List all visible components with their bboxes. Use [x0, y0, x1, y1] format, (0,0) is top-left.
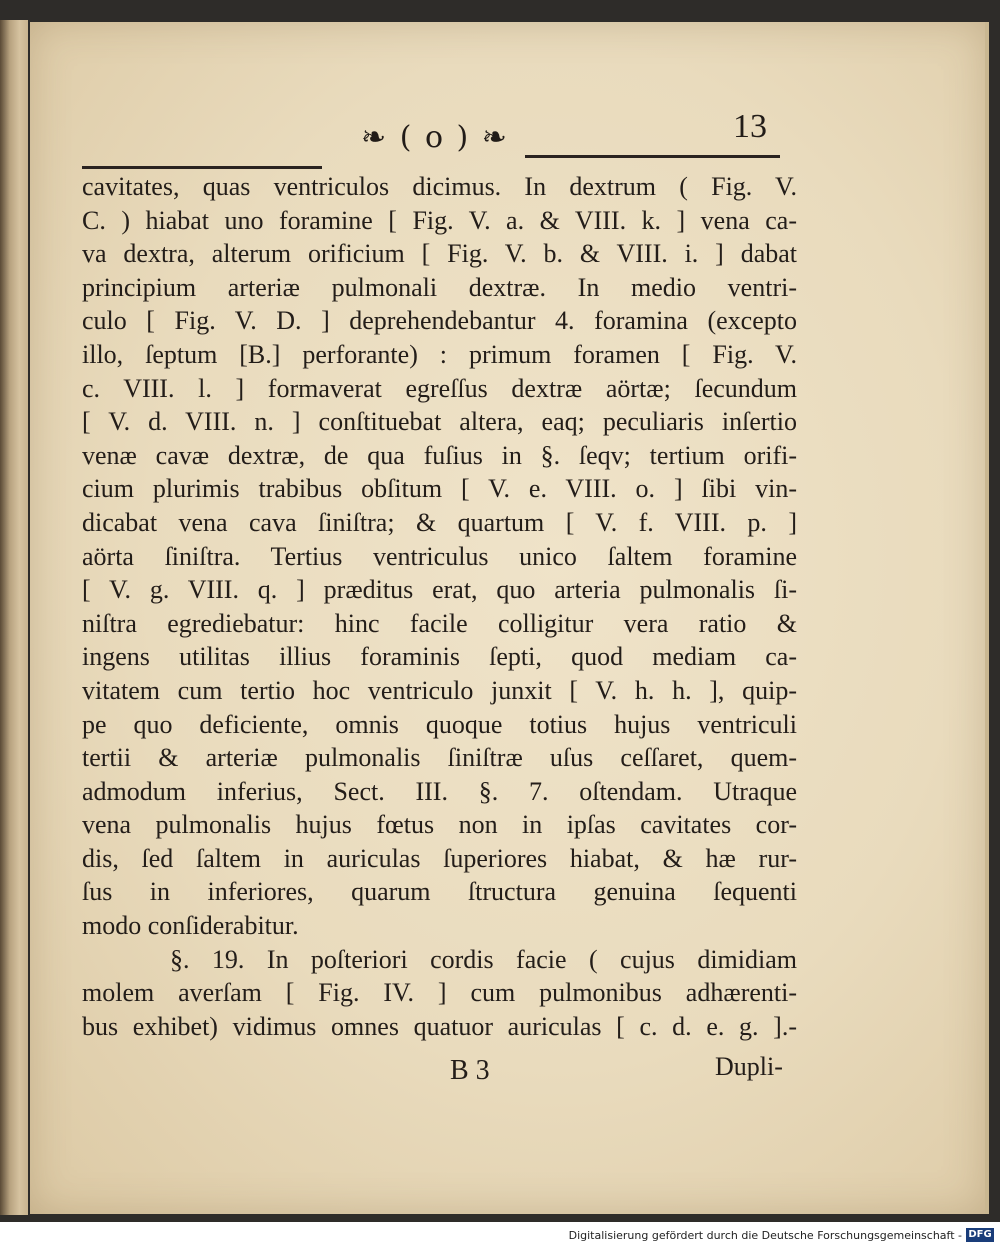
- dfg-logo-icon: DFG: [966, 1228, 994, 1242]
- scan-credit-text: Digitalisierung gefördert durch die Deutsche Forschungsgemeinschaft -: [568, 1229, 962, 1242]
- text-line: culo [ Fig. V. D. ] deprehendebantur 4. foramina (excepto: [82, 306, 797, 336]
- text-line: C. ) hiabat uno foramine [ Fig. V. a. & VIII. k. ] vena ca-: [82, 205, 797, 235]
- header-ornament: ❧ ( o ) ❧: [361, 120, 509, 155]
- text-line: admodum inferius, Sect. III. §. 7. oſtendam. Utraque: [82, 776, 797, 806]
- text-line: illo, ſeptum [B.] perforante) : primum foramen [ Fig. V.: [82, 339, 797, 369]
- text-line: ſus in inferiores, quarum ſtructura genuina ſequenti: [82, 877, 797, 907]
- text-line: vitatem cum tertio hoc ventriculo junxit [ V. h. h. ], quip-: [82, 675, 797, 705]
- text-line: va dextra, alterum orificium [ Fig. V. b. & VIII. i. ] dabat: [82, 239, 797, 269]
- text-line: aörta ſiniſtra. Tertius ventriculus unico ſaltem foramine: [82, 541, 797, 571]
- text-line: molem averſam [ Fig. IV. ] cum pulmonibus adhærenti-: [82, 978, 797, 1008]
- text-line: dicabat vena cava ſiniſtra; & quartum [ V. f. VIII. p. ]: [82, 507, 797, 537]
- page-number: 13: [733, 108, 767, 145]
- section-heading-line: §. 19. In poſteriori cordis facie ( cujus dimidiam: [170, 944, 797, 974]
- text-line-paragraph-end: modo conſiderabitur.: [82, 911, 299, 941]
- text-line: venæ cavæ dextræ, de qua fuſius in §. ſeqv; tertium orifi-: [82, 440, 797, 470]
- text-line: cium plurimis trabibus obſitum [ V. e. VIII. o. ] ſibi vin-: [82, 474, 797, 504]
- text-line: [ V. g. VIII. q. ] præditus erat, quo arteria pulmonalis ſi-: [82, 575, 797, 605]
- text-line: pe quo deficiente, omnis quoque totius hujus ventriculi: [82, 709, 797, 739]
- text-line: [ V. d. VIII. n. ] conſtituebat altera, eaq; peculiaris inſertio: [82, 407, 797, 437]
- catchword: Dupli-: [715, 1052, 783, 1081]
- text-line: ingens utilitas illius foraminis ſepti, quod mediam ca-: [82, 642, 797, 672]
- text-line: cavitates, quas ventriculos dicimus. In dextrum ( Fig. V.: [82, 172, 797, 201]
- signature-mark: B 3: [450, 1055, 490, 1086]
- previous-page-edge: [0, 20, 28, 1215]
- header-rule-left: [82, 166, 322, 169]
- text-line: vena pulmonalis hujus fœtus non in ipſas cavitates cor-: [82, 810, 797, 840]
- text-line: c. VIII. l. ] formaverat egreſſus dextræ aörtæ; ſecundum: [82, 373, 797, 403]
- text-line: principium arteriæ pulmonali dextræ. In medio ventri-: [82, 272, 797, 302]
- text-line: bus exhibet) vidimus omnes quatuor auriculas [ c. d. e. g. ].-: [82, 1011, 797, 1041]
- header-rule-right: [525, 155, 780, 158]
- text-line: niſtra egrediebatur: hinc facile colligitur vera ratio &: [82, 608, 797, 638]
- body-text: [82, 170, 797, 1043]
- text-line: dis, ſed ſaltem in auriculas ſuperiores hiabat, & hæ rur-: [82, 843, 797, 873]
- text-line: tertii & arteriæ pulmonalis ſiniſtræ uſus ceſſaret, quem-: [82, 743, 797, 773]
